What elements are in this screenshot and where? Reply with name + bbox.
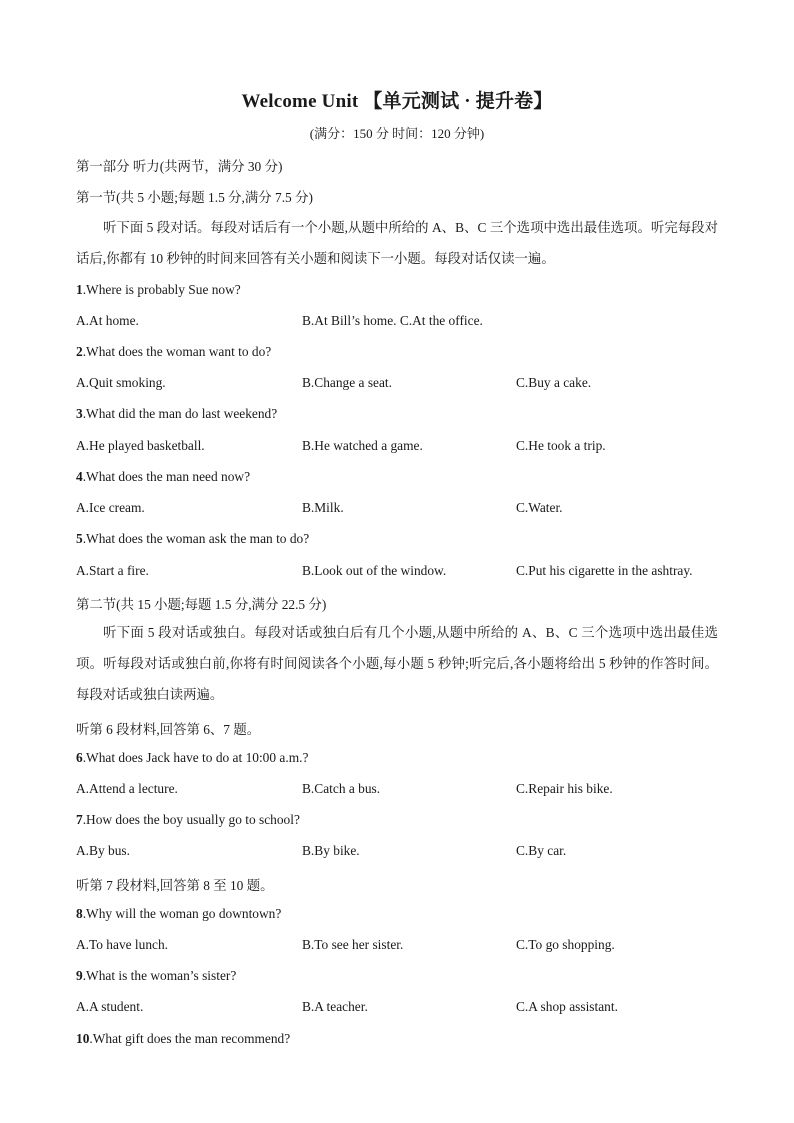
q6-option-b: B.Catch a bus. xyxy=(302,781,381,796)
question-9 xyxy=(76,968,236,984)
q7-option-a: A.By bus. xyxy=(76,843,130,858)
q5-option-a: A.Start a fire. xyxy=(76,563,149,578)
question-text: .What does the woman want to do? xyxy=(82,344,272,359)
q5-option-b: B.Look out of the window. xyxy=(302,563,447,578)
section2-instructions: 听下面 5 段对话或独白。每段对话或独白后有几个小题,从题中所给的 A、B、C 三个选项中选出最佳选项。听每段对话或独白前,你将有时间阅读各个小题,每小题 5 秒钟;听完后,各小题将给出 5 秒钟的作答时间。每段对话或独白读两遍。 xyxy=(76,625,718,702)
q2-option-a: A.Quit smoking. xyxy=(76,375,166,390)
question-text: .Where is probably Sue now? xyxy=(82,282,241,297)
material-6-heading: 听第 6 段材料,回答第 6、7 题。 xyxy=(76,722,261,737)
q9-option-b: B.A teacher. xyxy=(302,999,368,1014)
question-5 xyxy=(76,531,309,547)
question-text: .What does the woman ask the man to do? xyxy=(82,531,310,546)
q7-option-b: B.By bike. xyxy=(302,843,360,858)
question-6 xyxy=(76,750,308,766)
q3-option-c: C.He took a trip. xyxy=(516,438,606,453)
question-10 xyxy=(76,1031,290,1047)
q3-option-b: B.He watched a game. xyxy=(302,438,423,453)
question-1 xyxy=(76,282,241,298)
q6-option-c: C.Repair his bike. xyxy=(516,781,613,796)
section2-heading: 第二节(共 15 小题;每题 1.5 分,满分 22.5 分) xyxy=(76,597,327,612)
section1-heading: 第一节(共 5 小题;每题 1.5 分,满分 7.5 分) xyxy=(76,190,313,205)
q9-option-c: C.A shop assistant. xyxy=(516,999,618,1014)
question-text: .What is the woman’s sister? xyxy=(82,968,237,983)
q4-option-a: A.Ice cream. xyxy=(76,500,145,515)
question-number: 9 xyxy=(76,968,83,983)
exam-info: (满分：150 分 时间：120 分钟) xyxy=(309,126,485,141)
question-3 xyxy=(76,406,277,422)
question-text: .What does Jack have to do at 10:00 a.m.? xyxy=(82,750,309,765)
q4-option-c: C.Water. xyxy=(516,500,563,515)
question-2 xyxy=(76,344,271,360)
q8-option-c: C.To go shopping. xyxy=(516,937,615,952)
q6-option-a: A.Attend a lecture. xyxy=(76,781,178,796)
question-number: 3 xyxy=(76,406,83,421)
question-number: 4 xyxy=(76,469,83,484)
q3-option-a: A.He played basketball. xyxy=(76,438,205,453)
question-7 xyxy=(76,812,300,828)
q5-option-c: C.Put his cigarette in the ashtray. xyxy=(516,563,693,578)
question-number: 6 xyxy=(76,750,83,765)
q2-option-b: B.Change a seat. xyxy=(302,375,392,390)
question-4 xyxy=(76,469,250,485)
question-number: 8 xyxy=(76,906,83,921)
question-8 xyxy=(76,906,281,922)
q2-option-c: C.Buy a cake. xyxy=(516,375,592,390)
question-text: .How does the boy usually go to school? xyxy=(82,812,300,827)
q1-option-a: A.At home. xyxy=(76,313,139,328)
q1-option-b: B.At Bill’s home. C.At the office. xyxy=(302,313,483,328)
question-text: .What did the man do last weekend? xyxy=(82,406,278,421)
part1-heading: 第一部分 听力(共两节，满分 30 分) xyxy=(76,159,283,174)
page-title: Welcome Unit 【单元测试 · 提升卷】 xyxy=(241,91,553,112)
question-number: 5 xyxy=(76,531,83,546)
question-number: 10 xyxy=(76,1031,90,1046)
material-7-heading: 听第 7 段材料,回答第 8 至 10 题。 xyxy=(76,878,274,893)
q8-option-a: A.To have lunch. xyxy=(76,937,169,952)
question-number: 7 xyxy=(76,812,83,827)
question-number: 1 xyxy=(76,282,83,297)
q7-option-c: C.By car. xyxy=(516,843,567,858)
q4-option-b: B.Milk. xyxy=(302,500,344,515)
question-number: 2 xyxy=(76,344,83,359)
question-text: .What does the man need now? xyxy=(82,469,251,484)
question-text: .Why will the woman go downtown? xyxy=(82,906,282,921)
q8-option-b: B.To see her sister. xyxy=(302,937,404,952)
question-text: .What gift does the man recommend? xyxy=(89,1031,291,1046)
q9-option-a: A.A student. xyxy=(76,999,144,1014)
section1-instructions: 听下面 5 段对话。每段对话后有一个小题,从题中所给的 A、B、C 三个选项中选出最佳选项。听完每段对话后,你都有 10 秒钟的时间来回答有关小题和阅读下一小题。每段对话仅读一遍。 xyxy=(76,220,718,266)
